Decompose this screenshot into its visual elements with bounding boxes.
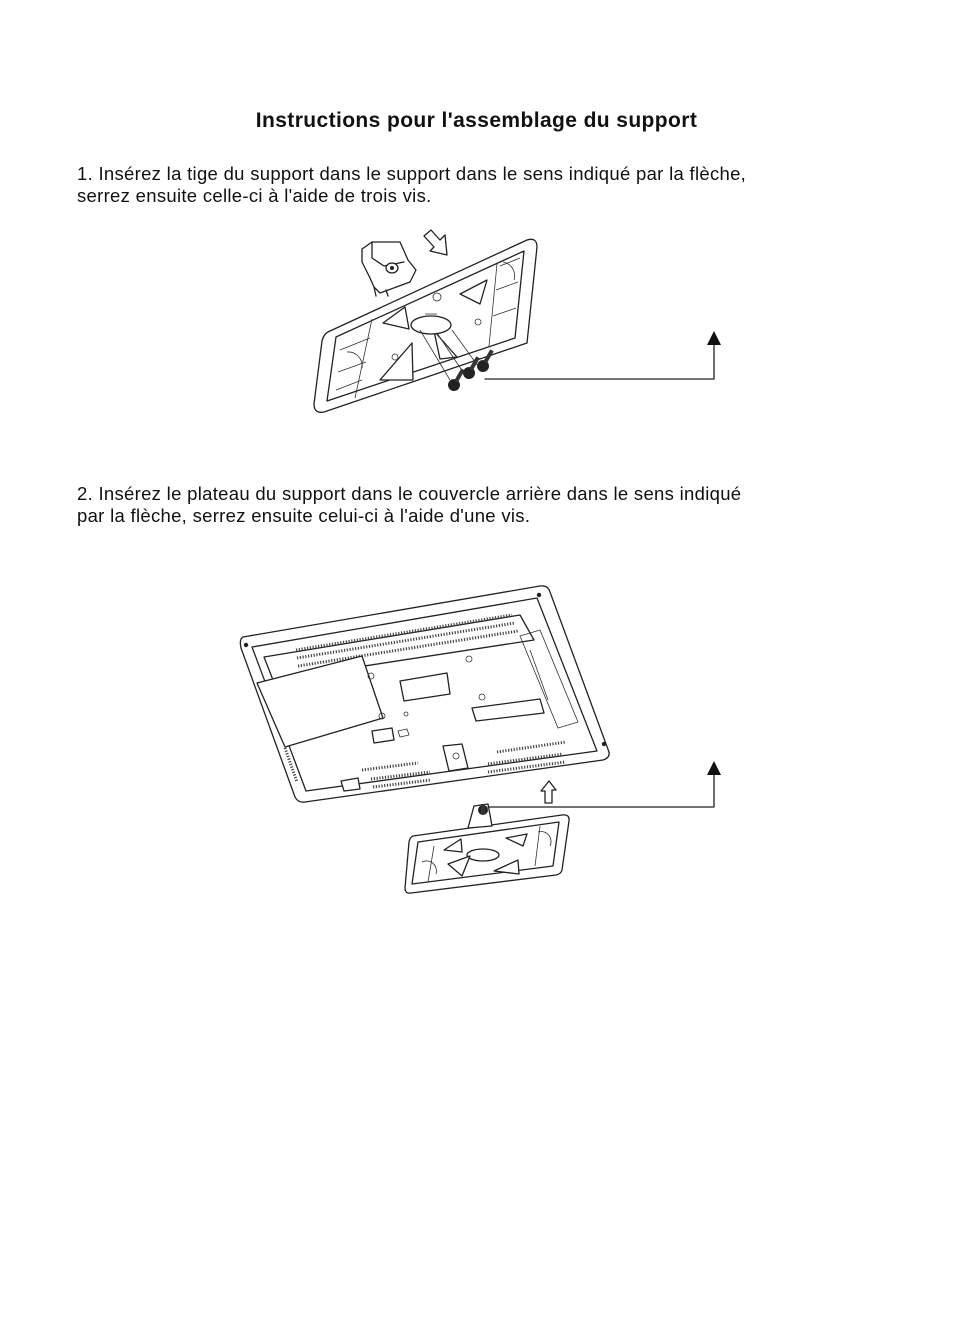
step-1-line-2: serrez ensuite celle-ci à l'aide de trois vis.: [77, 185, 432, 206]
stand-base-illustration-2: [405, 804, 569, 893]
stand-base-illustration: [314, 239, 537, 412]
callout-line-2: [488, 774, 714, 807]
insert-arrow-down: [424, 230, 447, 255]
figure-2-tv-assembly: [240, 586, 721, 893]
step-2-line-2: par la flèche, serrez ensuite celui-ci à l'aide d'une vis.: [77, 505, 531, 526]
callout-arrow-up-icon: [707, 331, 721, 345]
figure-1-stand-assembly: [314, 230, 721, 412]
step-2-line-1: 2. Insérez le plateau du support dans le couvercle arrière dans le sens indiqué: [77, 483, 742, 504]
insert-arrow-up: [541, 781, 556, 803]
tv-back-cover-illustration: [240, 586, 609, 802]
callout-line-1: [485, 344, 714, 379]
stand-neck-illustration: [362, 242, 416, 296]
callout-arrow-up-icon-2: [707, 761, 721, 775]
step-1-line-1: 1. Insérez la tige du support dans le support dans le sens indiqué par la flèche,: [77, 163, 747, 184]
page-title: Instructions pour l'assemblage du support: [255, 109, 698, 132]
